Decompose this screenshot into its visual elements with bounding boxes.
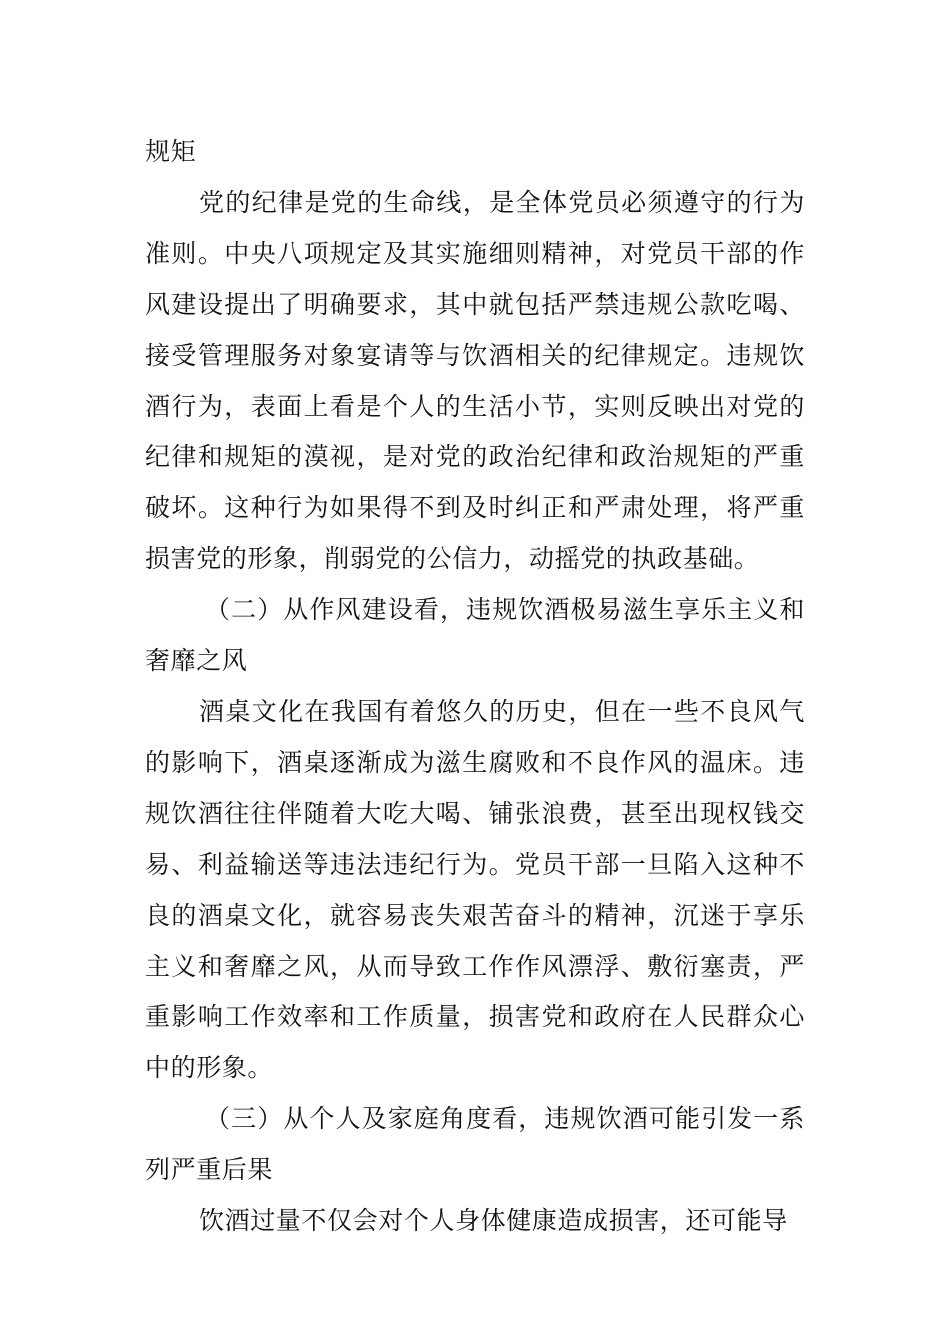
continued-heading-fragment: 规矩 [145,137,197,166]
section-heading-3: （三）从个人及家庭角度看，违规饮酒可能引发一系列严重后果 [145,1104,805,1185]
section-heading-2: （二）从作风建设看，违规饮酒极易滋生享乐主义和奢靡之风 [145,595,805,676]
body-paragraph-party-discipline: 党的纪律是党的生命线，是全体党员必须遵守的行为准则。中央八项规定及其实施细则精神，对党员干部的作风建设提出了明确要求，其中就包括严禁违规公款吃喝、接受管理服务对象宴请等与饮酒相关的纪律规定。违规饮酒行为，表面上看是个人的生活小节，实则反映出对党的纪律和规矩的漠视，是对党的政治纪律和政治规矩的严重破坏。这种行为如果得不到及时纠正和严肃处理，将严重损害党的形象，削弱党的公信力，动摇党的执政基础。 [145,187,805,574]
body-paragraph-health-fragment: 饮酒过量不仅会对个人身体健康造成损害，还可能导 [199,1206,788,1236]
body-paragraph-drinking-culture: 酒桌文化在我国有着悠久的历史，但在一些不良风气的影响下，酒桌逐渐成为滋生腐败和不良作风的温床。违规饮酒往往伴随着大吃大喝、铺张浪费，甚至出现权钱交易、利益输送等违法违纪行为。党员干部一旦陷入这种不良的酒桌文化，就容易丧失艰苦奋斗的精神，沉迷于享乐主义和奢靡之风，从而导致工作作风漂浮、敷衍塞责，严重影响工作效率和工作质量，损害党和政府在人民群众心中的形象。 [145,696,805,1083]
document-body [145,127,805,1247]
